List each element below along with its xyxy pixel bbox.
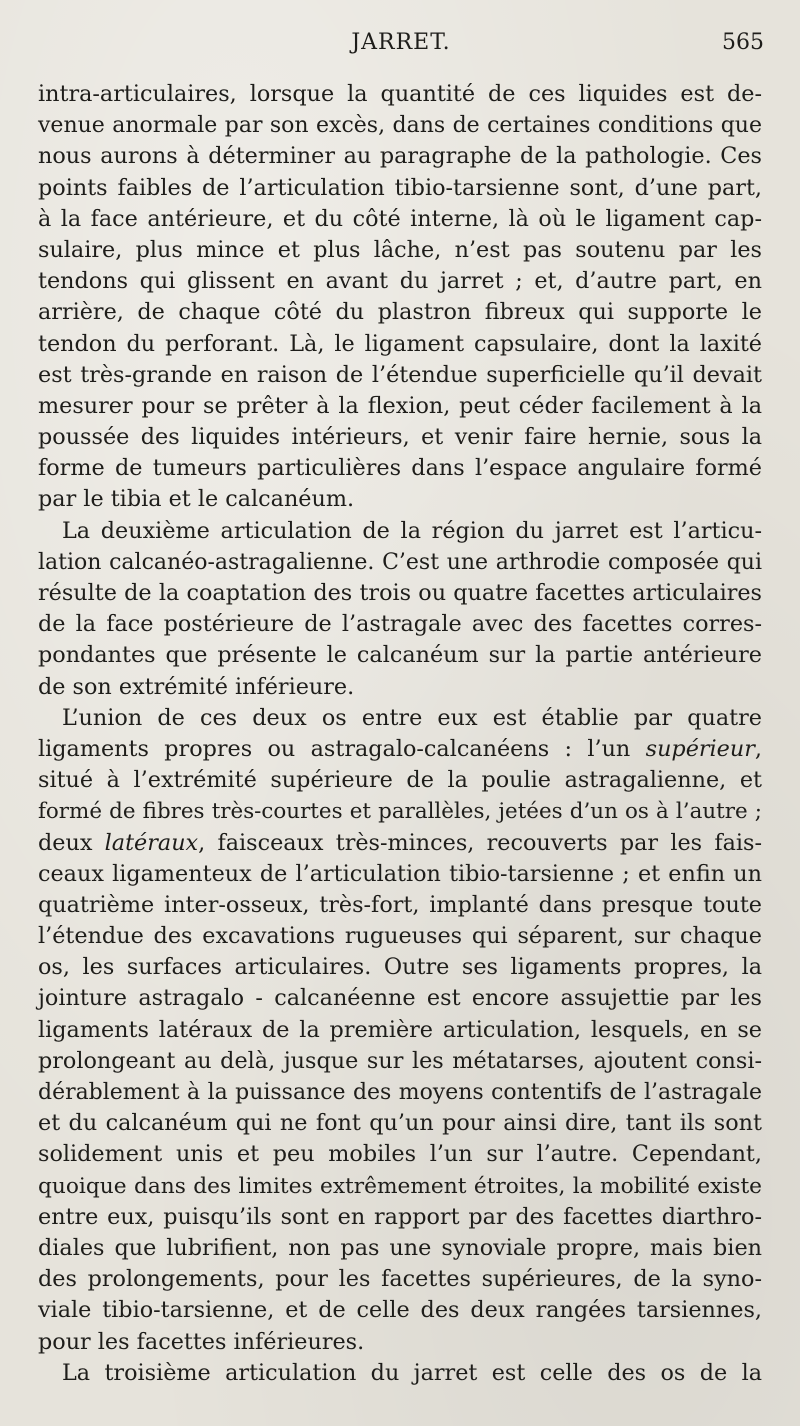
text-line: entre eux, puisqu’ils sont en rapport par des facettes diarthro- bbox=[38, 1203, 762, 1230]
text-line: pondantes que présente le calcanéum sur la partie antérieure bbox=[38, 642, 762, 669]
text-line: prolongeant au delà, jusque sur les métatarses, ajoutent consi- bbox=[38, 1047, 762, 1074]
text-line: La deuxième articulation de la région du jarret est l’articu- bbox=[62, 517, 762, 544]
text-line: lation calcanéo-astragalienne. C’est une arthrodie composée qui bbox=[38, 549, 762, 575]
text-line: formé de fibres très-courtes et parallèles, jetées d’un os à l’autre ; bbox=[38, 799, 762, 825]
text-line: L’union de ces deux os entre eux est établie par quatre bbox=[62, 704, 762, 731]
text-line: deux latéraux, faisceaux très-minces, recouverts par les fais- bbox=[38, 829, 762, 856]
text-line: situé à l’extrémité supérieure de la poulie astragalienne, et bbox=[38, 767, 762, 794]
text-line: et du calcanéum qui ne font qu’un pour ainsi dire, tant ils sont bbox=[38, 1110, 762, 1137]
body-text bbox=[38, 79, 762, 1389]
text-line: ligaments latéraux de la première articulation, lesquels, en se bbox=[38, 1016, 762, 1043]
text-line: poussée des liquides intérieurs, et venir faire hernie, sous la bbox=[38, 424, 762, 451]
text-line: La troisième articulation du jarret est celle des os de la bbox=[62, 1359, 762, 1386]
text-line: ligaments propres ou astragalo-calcanéens : l’un supérieur, bbox=[38, 735, 762, 762]
text-line: mesurer pour se prêter à la flexion, peut céder facilement à la bbox=[38, 392, 762, 419]
text-line: diales que lubrifient, non pas une synoviale propre, mais bien bbox=[38, 1234, 762, 1261]
text-line: est très-grande en raison de l’étendue superficielle qu’il devait bbox=[38, 361, 762, 388]
text-line: pour les facettes inférieures. bbox=[38, 1328, 365, 1355]
text-line: points faibles de l’articulation tibio-tarsienne sont, d’une part, bbox=[38, 174, 762, 201]
text-line: jointure astragalo - calcanéenne est encore assujettie par les bbox=[38, 985, 762, 1012]
text-line: tendons qui glissent en avant du jarret ; et, d’autre part, en bbox=[38, 268, 762, 295]
text-line: os, les surfaces articulaires. Outre ses ligaments propres, la bbox=[38, 954, 762, 981]
running-title: JARRET. bbox=[351, 30, 451, 55]
text-line: arrière, de chaque côté du plastron fibreux qui supporte le bbox=[38, 299, 762, 326]
text-line: des prolongements, pour les facettes supérieures, de la syno- bbox=[38, 1266, 762, 1293]
text-line: venue anormale par son excès, dans de certaines conditions que bbox=[38, 113, 762, 139]
text-line: forme de tumeurs particulières dans l’espace angulaire formé bbox=[38, 455, 762, 482]
text-line: de son extrémité inférieure. bbox=[38, 673, 355, 700]
text-line: l’étendue des excavations rugueuses qui séparent, sur chaque bbox=[38, 923, 762, 950]
text-line: résulte de la coaptation des trois ou quatre facettes articulaires bbox=[38, 580, 762, 606]
text-line: dérablement à la puissance des moyens contentifs de l’astragale bbox=[38, 1080, 762, 1105]
text-line: quoique dans des limites extrêmement étroites, la mobilité existe bbox=[38, 1173, 762, 1199]
text-line: de la face postérieure de l’astragale avec des facettes corres- bbox=[38, 611, 762, 638]
text-line: tendon du perforant. Là, le ligament capsulaire, dont la laxité bbox=[38, 330, 762, 357]
page-header bbox=[38, 30, 764, 64]
text-line: nous aurons à déterminer au paragraphe de la pathologie. Ces bbox=[38, 143, 762, 170]
text-line: par le tibia et le calcanéum. bbox=[38, 486, 355, 513]
text-line: sulaire, plus mince et plus lâche, n’est pas soutenu par les bbox=[38, 236, 762, 263]
text-line: viale tibio-tarsienne, et de celle des deux rangées tarsiennes, bbox=[38, 1297, 762, 1324]
text-line: solidement unis et peu mobiles l’un sur l’autre. Cependant, bbox=[38, 1141, 762, 1168]
text-line: quatrième inter-osseux, très-fort, implanté dans presque toute bbox=[38, 891, 762, 918]
page-number: 565 bbox=[722, 30, 764, 55]
text-line: à la face antérieure, et du côté interne, là où le ligament cap- bbox=[38, 205, 762, 232]
text-line: ceaux ligamenteux de l’articulation tibio-tarsienne ; et enfin un bbox=[38, 860, 762, 887]
text-line: intra-articulaires, lorsque la quantité de ces liquides est de- bbox=[38, 81, 762, 107]
